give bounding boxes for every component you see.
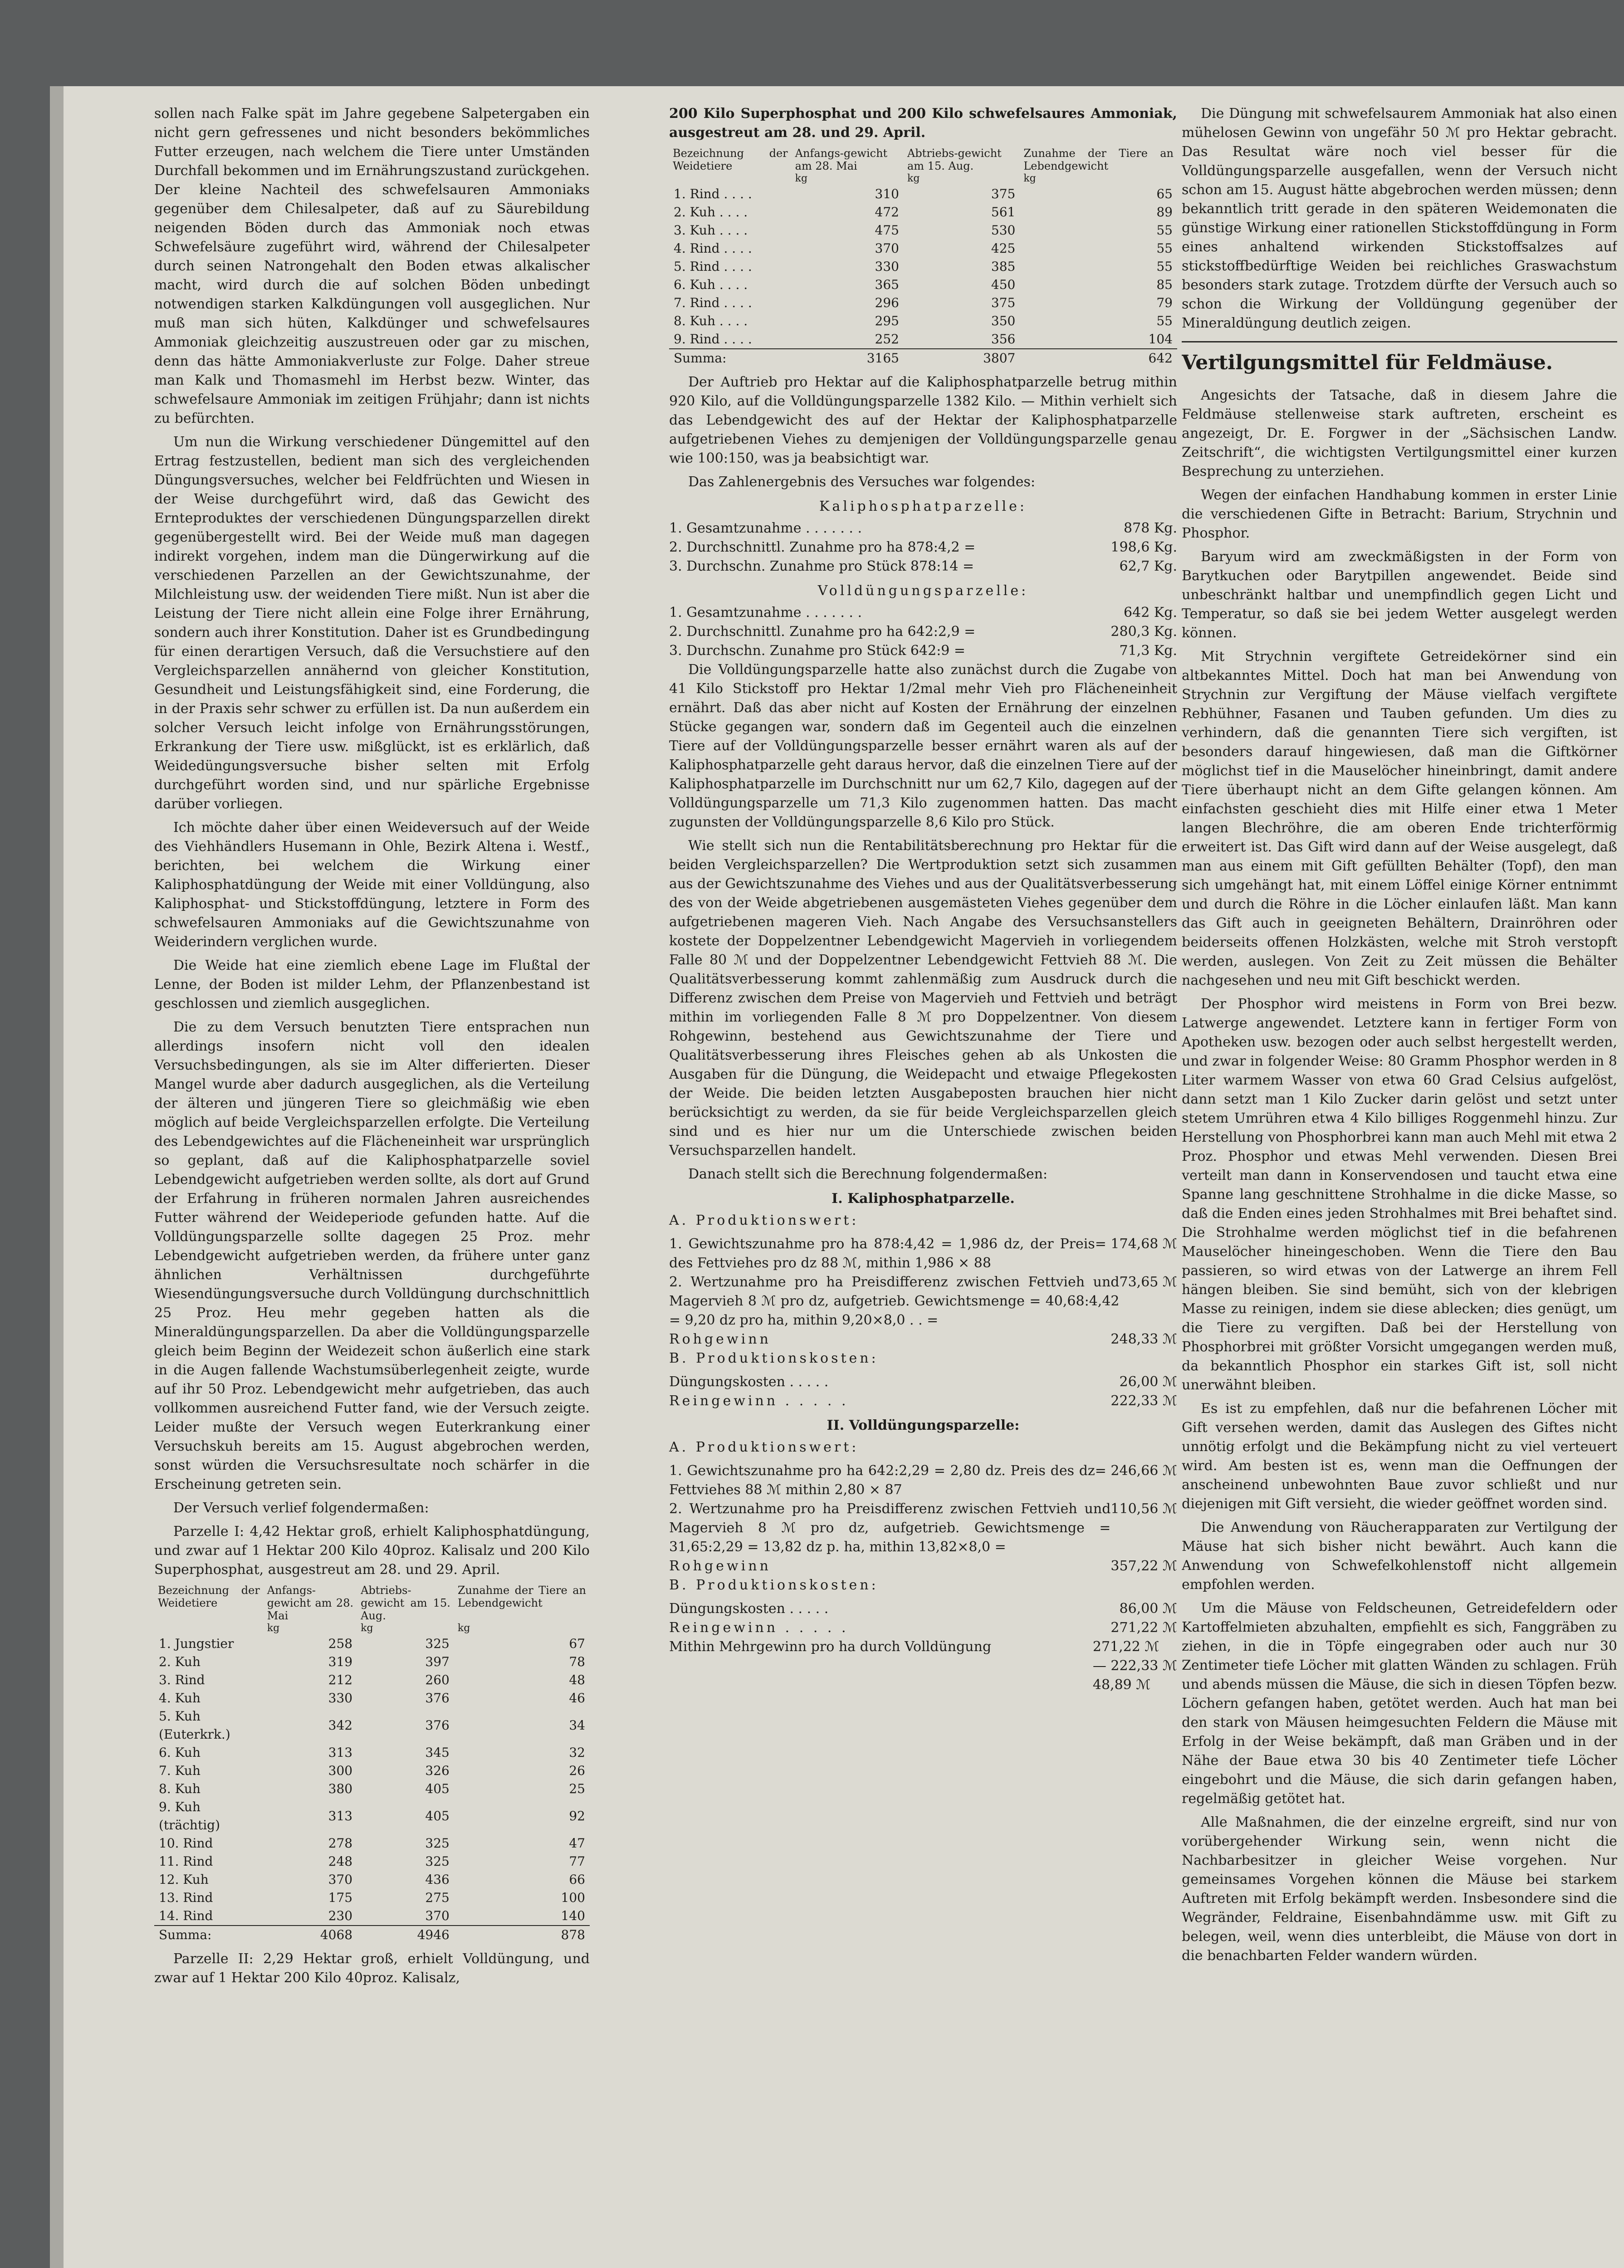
table-row [669, 294, 1177, 312]
start-weight-cell: 313 [328, 1809, 353, 1823]
col-header-end-weight: Abtriebs-gewicht am 15. Aug. [361, 1584, 450, 1622]
paragraph: Um die Mäuse von Feldscheunen, Getreidefeldern oder Kartoffelmieten abzuhalten, empfiehlt es sich, Fanggräben zu ziehen, in die in Töpfe eingegraben oder auch nur 30 Zentimeter tiefe Löcher mit glatten Wänden zu schlagen. Früh und abends müssen die Mäuse, die sich in diesen Töpfen bezw. Löchern gefangen haben, getötet werden. Auch hat man bei den stark von Mäusen heimgesuchten Feldern die Mäuse mit Erfolg in der Weise bekämpft, daß man Gräben und in der Nähe der Baue etwa 30 bis 40 Zentimeter tiefe Löcher eingebohrt und die Mäuse, die sich darin gefangen haben, regelmäßig getötet hat. [1182, 1600, 1617, 1807]
gain-cell: 55 [1156, 259, 1173, 274]
table-row [154, 1635, 590, 1653]
calc-subheading: B. Produktionskosten: [669, 1577, 879, 1593]
gain-cell: 25 [569, 1781, 585, 1796]
start-weight-cell: 310 [875, 186, 899, 201]
table-row [154, 1689, 590, 1707]
calc-heading-2: II. Volldüngungsparzelle: [827, 1418, 1020, 1433]
result-heading-kali: Kaliphosphatparzelle: [819, 499, 1027, 514]
end-weight-cell: 397 [425, 1654, 450, 1669]
end-weight-cell: 425 [991, 241, 1016, 256]
animal-cell: 9. Rind . . . . [674, 332, 752, 347]
animal-cell: 2. Kuh . . . . [674, 205, 748, 220]
paragraph: Danach stellt sich die Berechnung folgendermaßen: [688, 1166, 1048, 1182]
end-weight-cell: 376 [425, 1691, 450, 1706]
column-2 [669, 104, 1177, 1695]
start-weight-cell: 295 [875, 313, 899, 328]
paragraph: sollen nach Falke spät im Jahre gegebene Salpetergaben ein nicht gern gefressenes und nicht besonders bekömmliches Futter erzeugen, nach welchem die Tiere unter Umständen Durchfall bekommen und im Ernährungszustand zurückgehen. Der kleine Nachteil des schwefelsauren Ammoniaks gegenüber dem Chilesalpeter, daß auf zu Säurebildung neigenden Böden durch das Ammoniak noch etwas Schwefelsäure zugeführt wird, während der Chilesalpeter durch seinen Natrongehalt den Boden etwas alkalischer macht, wird durch die auf solchen Böden unbedingt notwendigen starken Kalkdüngungen voll ausgeglichen. Nur muß man sich hüten, Kalkdünger und schwefelsaures Ammoniak gleichzeitig auszustreuen oder gar zu mischen, denn das hätte Ammoniakverluste zur Folge. Daher streue man Kalk und Thomasmehl im Herbst bezw. Winter, das schwefelsaure Ammoniak im zeitigen Frühjahr; dann ist nichts zu befürchten. [154, 106, 590, 426]
table-row [669, 240, 1177, 258]
gain-cell: 66 [569, 1872, 585, 1887]
calc-line: Reingewinn . . . . . 271,22 ℳ [669, 1620, 1177, 1636]
start-weight-cell: 365 [875, 277, 899, 292]
calc-heading-1: I. Kaliphosphatparzelle. [832, 1191, 1015, 1207]
animal-cell: 3. Rind [159, 1672, 205, 1687]
gain-cell: 77 [569, 1854, 585, 1869]
gain-cell: 55 [1156, 313, 1173, 328]
start-weight-cell: 252 [875, 332, 899, 347]
col-header-animal: Bezeichnung der Weidetiere [158, 1584, 260, 1609]
col-header-end-weight: Abtriebs-gewicht am 15. Aug. [907, 147, 1002, 172]
sum-gain: 642 [1020, 349, 1177, 367]
gain-cell: 55 [1156, 241, 1173, 256]
calc-line: 1. Gewichtszunahme pro ha 642:2,29 = 2,80 dz. Preis des dz Fettviehes 88 ℳ mithin 2,80 × 87 = 246,66 ℳ [669, 1463, 1177, 1498]
sum-start: 4068 [264, 1926, 357, 1944]
result-line: 2. Durchschnittl. Zunahme pro ha 878:4,2 = 198,6 Kg. [669, 539, 1177, 555]
animal-cell: 5. Rind . . . . [674, 259, 752, 274]
paragraph: Wie stellt sich nun die Rentabilitätsberechnung pro Hektar für die beiden Vergleichsparzellen? Die Wertproduktion setzt sich zusammen aus der Gewichtszunahme des Viehes und aus der Qualitätsverbesserung des von der Weide abgetriebenen ausgemästeten Viehes gegenüber dem aufgetriebenen mageren Vieh. Nach Angabe des Versuchsanstellers kostete der Doppelzentner Lebendgewicht Magervieh in vorliegendem Falle 80 ℳ und der Doppelzentner Lebendgewicht Fettvieh 88 ℳ. Die Qualitätsverbesserung kommt zahlenmäßig zum Ausdruck durch die Differenz zwischen dem Preise von Magervieh und Fettvieh und beträgt mithin im vorliegenden Falle 8 ℳ pro Doppelzentner. Von diesem Rohgewinn, bestehend aus Gewichtszunahme der Tiere und Qualitätsverbesserung ihres Fleisches gehen ab als Unkosten die Ausgaben für die Düngung, die Weidepacht und etwaige Pflegekosten der Weide. Die beiden letzten Ausgabeposten brauchen hier nicht berücksichtigt zu werden, da sie für beide Vergleichsparzellen gleich sind und es hier nur um die Unterschiede zwischen beiden Versuchsparzellen handelt. [669, 838, 1177, 1158]
col-header-gain: Zunahme der Tiere an Lebendgewicht [457, 1584, 586, 1609]
table-row [154, 1853, 590, 1871]
article-heading: Vertilgungsmittel für Feldmäuse. [1182, 351, 1553, 374]
gain-cell: 92 [569, 1809, 585, 1823]
start-weight-cell: 296 [875, 295, 899, 310]
sum-label: Summa: [154, 1926, 264, 1944]
animal-cell: 3. Kuh . . . . [674, 223, 748, 238]
start-weight-cell: 330 [875, 259, 899, 274]
divider [1182, 341, 1617, 342]
calc-line: Reingewinn . . . . . 222,33 ℳ [669, 1393, 1177, 1409]
end-weight-cell: 385 [991, 259, 1016, 274]
table-body [154, 1635, 590, 1926]
animal-cell: 12. Kuh [159, 1872, 209, 1887]
calc-line: 2. Wertzunahme pro ha Preisdifferenz zwischen Fettvieh und Magervieh 8 ℳ pro dz, aufgetrieb. Gewichtsmenge = 40,68:4,42 = 9,20 dz pro ha, mithin 9,20×8,0 . . = 73,65 ℳ [669, 1274, 1177, 1328]
paragraph: Wegen der einfachen Handhabung kommen in erster Linie die verschiedenen Gifte in Betracht: Barium, Strychnin und Phosphor. [1182, 487, 1617, 541]
gain-cell: 140 [561, 1908, 585, 1923]
paragraph: Das Zahlenergebnis des Versuches war folgendes: [688, 474, 1036, 490]
paragraph: Die Weide hat eine ziemlich ebene Lage im Flußtal der Lenne, der Boden ist milder Lehm, der Pflanzenbestand ist geschlossen und ziemlich ausgeglichen. [154, 958, 590, 1012]
end-weight-cell: 405 [425, 1781, 450, 1796]
animal-cell: 1. Rind . . . . [674, 186, 752, 201]
animal-cell: 6. Kuh [159, 1745, 201, 1760]
sum-start: 3165 [792, 349, 904, 367]
end-weight-cell: 350 [991, 313, 1016, 328]
column-3 [1182, 104, 1617, 1970]
animal-cell: 4. Rind . . . . [674, 241, 752, 256]
paragraph: Der Versuch verlief folgendermaßen: [173, 1500, 429, 1516]
unit: kg [267, 1623, 280, 1634]
start-weight-cell: 319 [328, 1654, 353, 1669]
table-row [154, 1907, 590, 1926]
calc-line: Mithin Mehrgewinn pro ha durch Volldüngung 271,22 ℳ — 222,33 ℳ 48,89 ℳ [669, 1639, 1177, 1693]
result-line: 1. Gesamtzunahme . . . . . . . 642 Kg. [669, 605, 1177, 621]
table-row [154, 1780, 590, 1798]
unit: kg [1023, 173, 1036, 184]
unit-row [669, 172, 1177, 185]
col-header-start-weight: Anfangs-gewicht am 28. Mai [267, 1584, 354, 1622]
table-row [669, 330, 1177, 349]
paragraph: Die Anwendung von Räucherapparaten zur Vertilgung der Mäuse hat sich bisher nicht bewährt. Auch kann die Anwendung von Schwefelkohlenstoff nicht allgemein empfohlen werden. [1182, 1520, 1617, 1593]
start-weight-cell: 342 [328, 1718, 353, 1733]
end-weight-cell: 325 [425, 1836, 450, 1851]
table-row [669, 312, 1177, 330]
end-weight-cell: 405 [425, 1809, 450, 1823]
animal-cell: 6. Kuh . . . . [674, 277, 748, 292]
start-weight-cell: 475 [875, 223, 899, 238]
sum-row [669, 349, 1177, 367]
table-row [669, 185, 1177, 203]
end-weight-cell: 376 [425, 1718, 450, 1733]
animal-cell: 14. Rind [159, 1908, 213, 1923]
end-weight-cell: 370 [425, 1908, 450, 1923]
sum-row [154, 1926, 590, 1944]
result-line: 2. Durchschnittl. Zunahme pro ha 642:2,9 = 280,3 Kg. [669, 624, 1177, 640]
end-weight-cell: 325 [425, 1636, 450, 1651]
animal-cell: 13. Rind [159, 1890, 213, 1905]
end-weight-cell: 561 [991, 205, 1016, 220]
paragraph: Um nun die Wirkung verschiedener Düngemittel auf den Ertrag festzustellen, bedient man sich des vergleichenden Düngungsversuches, welcher bei Feldfrüchten und Wiesen in der Weise durchgeführt wird, daß das Gewicht des Ernteproduktes der verschiedenen Düngungsparzellen direkt gegenübergestellt wird. Bei der Weide muß man dagegen indirekt vorgehen, indem man die Düngerwirkung auf die verschiedenen Parzellen an der Gewichtszunahme, der Milchleistung usw. der weidenden Tiere mißt. Nun ist aber die Leistung der Tiere nicht allein eine Folge ihrer Ernährung, sondern auch ihrer Konstitution. Daher ist es Grundbedingung für einen derartigen Versuch, daß die Versuchstiere auf den Vergleichsparzellen annähernd von gleicher Konstitution, Gesundheit und Leistungsfähigkeit sind, eine Forderung, die in der Praxis sehr schwer zu erfüllen ist. Da nun außerdem ein solcher Versuch leicht infolge von Ernährungsstörungen, Erkrankung der Tiere usw. mißglückt, ist es erklärlich, daß Weidedüngungsversuche bisher selten mit Erfolg durchgeführt worden sind, und nur spärliche Ergebnisse darüber vorliegen. [154, 434, 590, 812]
start-weight-cell: 330 [328, 1691, 353, 1706]
column-1 [154, 104, 590, 1992]
table-body [669, 185, 1177, 349]
gain-cell: 78 [569, 1654, 585, 1669]
unit: kg [795, 173, 808, 184]
end-weight-cell: 530 [991, 223, 1016, 238]
end-weight-cell: 345 [425, 1745, 450, 1760]
gain-cell: 47 [569, 1836, 585, 1851]
animal-cell: 4. Kuh [159, 1691, 201, 1706]
table-header-row [669, 147, 1177, 172]
paragraph: Der Phosphor wird meistens in Form von Brei bezw. Latwerge angewendet. Letztere kann in fertiger Form von Apotheken usw. bezogen oder auch selbst hergestellt werden, und zwar in folgender Weise: 80 Gramm Phosphor werden in 8 Liter warmem Wasser von etwa 60 Grad Celsius aufgelöst, dann setzt man 1 Kilo Zucker darin gelöst und setzt unter stetem Umrühren etwa 4 Kilo billiges Roggenmehl hinzu. Zur Herstellung von Phosphorbrei kann man auch Mehl mit etwa 2 Proz. Phosphor und etwas Mehl verwenden. Diesen Brei verteilt man dann in Konservendosen und taucht etwa eine Spanne lang geschnittene Strohhalme in die dicke Masse, so daß die Enden eines jeden Strohhalmes mit Brei behaftet sind. Die Strohhalme werden möglichst tief in die befahrenen Mauselöcher hineingeschoben. Wenn die Tiere den Bau passieren, so wird etwas von der Latwerge an ihrem Fell hängen bleiben. Sie sind bemüht, sich von der klebrigen Masse zu reinigen, indem sie diese ablecken; dies genügt, um die Tiere zu vergiften. Daß bei der Herstellung von Phosphorbrei mit größter Vorsicht umgegangen werden muß, da bekanntlich Phosphor ein starkes Gift ist, soll nicht unerwähnt bleiben. [1182, 996, 1617, 1393]
newspaper-page [50, 86, 1624, 2268]
sum-end: 3807 [904, 349, 1020, 367]
calc-line: Rohgewinn 248,33 ℳ [669, 1331, 1177, 1347]
animal-cell: 1. Jungstier [159, 1636, 234, 1651]
calc-line: 1. Gewichtszunahme pro ha 878:4,42 = 1,986 dz, der Preis des Fettviehes pro dz 88 ℳ, mithin 1,986 × 88 = 174,68 ℳ [669, 1236, 1177, 1271]
paragraph: Die Volldüngungsparzelle hatte also zunächst durch die Zugabe von 41 Kilo Stickstoff pro Hektar 1/2mal mehr Vieh pro Flächeneinheit ernährt. Daß das aber nicht auf Kosten der Ernährung der einzelnen Stücke gegangen war, sondern daß im Gegenteil auch die einzelnen Tiere auf der Volldüngungsparzelle besser ernährt waren als auf der Kaliphosphatparzelle geht daraus hervor, daß die einzelnen Tiere auf der Kaliphosphatparzelle im Durchschnitt nur um 62,7 Kilo, dagegen auf der Volldüngungsparzelle um 71,3 Kilo zugenommen hatten. Das macht zugunsten der Volldüngungsparzelle 8,6 Kilo pro Stück. [669, 662, 1177, 830]
table-row [669, 203, 1177, 221]
end-weight-cell: 436 [425, 1872, 450, 1887]
table-row [154, 1707, 590, 1744]
calc-subheading: A. Produktionswert: [669, 1212, 859, 1228]
start-weight-cell: 278 [328, 1836, 353, 1851]
result-line: 3. Durchschn. Zunahme pro Stück 878:14 = 62,7 Kg. [669, 558, 1177, 574]
start-weight-cell: 248 [328, 1854, 353, 1869]
gain-cell: 32 [569, 1745, 585, 1760]
table-row [154, 1871, 590, 1889]
table-row [154, 1834, 590, 1853]
start-weight-cell: 370 [328, 1872, 353, 1887]
paragraph: Parzelle II: 2,29 Hektar groß, erhielt Volldüngung, und zwar auf 1 Hektar 200 Kilo 40proz. Kalisalz, [154, 1951, 590, 1986]
animal-cell: 2. Kuh [159, 1654, 201, 1669]
start-weight-cell: 258 [328, 1636, 353, 1651]
start-weight-cell: 230 [328, 1908, 353, 1923]
calc-subheading: B. Produktionskosten: [669, 1350, 879, 1366]
paragraph: Angesichts der Tatsache, daß in diesem Jahre die Feldmäuse stellenweise stark auftreten, erscheint es angezeigt, Dr. E. Forgwer in der „Sächsischen Landw. Zeitschrift“, die wichtigsten Vertilgungsmittel einer kurzen Besprechung zu unterziehen. [1182, 387, 1617, 479]
paragraph: Baryum wird am zweckmäßigsten in der Form von Barytkuchen oder Barytpillen angewendet. Beide sind unbeschränkt haltbar und unempfindlich gegen Licht und Temperatur, so daß sie bei jedem Wetter ausgelegt werden können. [1182, 549, 1617, 641]
weight-table-parcel-2 [669, 147, 1177, 367]
animal-cell: 9. Kuh (trächtig) [159, 1799, 220, 1833]
unit: kg [361, 1623, 373, 1634]
col-header-gain: Zunahme der Tiere an Lebendgewicht [1023, 147, 1174, 172]
table-row [154, 1762, 590, 1780]
gain-cell: 46 [569, 1691, 585, 1706]
end-weight-cell: 325 [425, 1854, 450, 1869]
unit: kg [907, 173, 920, 184]
end-weight-cell: 356 [991, 332, 1016, 347]
gain-cell: 89 [1156, 205, 1173, 220]
animal-cell: 8. Kuh . . . . [674, 313, 748, 328]
end-weight-cell: 326 [425, 1763, 450, 1778]
gain-cell: 55 [1156, 223, 1173, 238]
animal-cell: 7. Rind . . . . [674, 295, 752, 310]
gain-cell: 26 [569, 1763, 585, 1778]
paragraph: Mit Strychnin vergiftete Getreidekörner sind ein altbekanntes Mittel. Doch hat man bei Anwendung von Strychnin zur Vergiftung der Mäuse vielfach vergiftete Rebhühner, Fasanen und Tauben gefunden. Um dies zu verhindern, daß die genannten Tiere sich vergiften, ist besonders darauf hingewiesen, daß man die Giftkörner möglichst tief in die Mauselöcher hineinbringt, damit andere Tiere überhaupt nicht an dem Gifte gelangen können. Am einfachsten geschieht dies mit Hilfe einer etwa 1 Meter langen Blechröhre, die am oberen Ende trichterförmig erweitert ist. Das Gift wird dann auf der Weise ausgelegt, daß man aus einem mit Gift gefüllten Behälter (Topf), den man sich umgehängt hat, mit einem Löffel einige Körner entnimmt und durch die Röhre in die Löcher einlaufen läßt. Man kann das Gift auch in geeigneten Behältern, Drainröhren oder beiderseits offenen Holzkästen, welche mit Stroh verstopft werden, auslegen. Von Zeit zu Zeit müssen die Behälter nachgesehen und neu mit Gift beschickt werden. [1182, 649, 1617, 988]
calc-line: Düngungskosten . . . . . 26,00 ℳ [669, 1374, 1177, 1390]
table-row [669, 276, 1177, 294]
start-weight-cell: 300 [328, 1763, 353, 1778]
table-row [154, 1671, 590, 1689]
paragraph: 200 Kilo Superphosphat und 200 Kilo schwefelsaures Ammoniak, ausgestreut am 28. und 29. April. [669, 106, 1177, 141]
gain-cell: 34 [569, 1718, 585, 1733]
start-weight-cell: 175 [328, 1890, 353, 1905]
calc-line: Rohgewinn 357,22 ℳ [669, 1558, 1177, 1574]
sum-label: Summa: [669, 349, 792, 367]
result-heading-voll: Volldüngungsparzelle: [817, 583, 1029, 599]
calc-subheading: A. Produktionswert: [669, 1439, 859, 1455]
animal-cell: 11. Rind [159, 1854, 213, 1869]
gain-cell: 100 [561, 1890, 585, 1905]
end-weight-cell: 375 [991, 295, 1016, 310]
gain-cell: 67 [569, 1636, 585, 1651]
sum-end: 4946 [357, 1926, 454, 1944]
gain-cell: 79 [1156, 295, 1173, 310]
sum-gain: 878 [454, 1926, 590, 1944]
gain-cell: 104 [1148, 332, 1173, 347]
paragraph: Alle Maßnahmen, die der einzelne ergreift, sind nur von vorübergehender Wirkung sein, wenn nicht die Nachbarbesitzer in gleicher Weise vorgehen. Nur gemeinsames Vorgehen können die Mäuse bei starkem Auftreten mit Erfolg bekämpft werden. Insbesondere sind die Wegränder, Feldraine, Eisenbahndämme usw. mit Gift zu belegen, weil, wenn dies unterbleibt, die Mäuse von dort in die benachbarten Felder wandern würden. [1182, 1814, 1617, 1964]
animal-cell: 5. Kuh (Euterkrk.) [159, 1709, 230, 1742]
paragraph: Die Düngung mit schwefelsaurem Ammoniak hat also einen mühelosen Gewinn von ungefähr 50 ℳ pro Hektar gebracht. Das Resultat wäre noch viel besser für die Volldüngungsparzelle ausgefallen, wenn der Versuch nicht schon am 15. August hätte abgebrochen werden müssen; denn bekanntlich tritt gerade in den späteren Weidemonaten die günstige Wirkung einer rationellen Stickstoffdüngung in Form eines anhaltend wirkenden Stickstoffsalzes auf stickstoffbedürftige Weiden bei reichliches Graswachstum besonders stark zutage. Trotzdem dürfte der Versuch auch so schon die Wirkung der Volldüngung gegenüber der Mineraldüngung deutlich zeigen. [1182, 106, 1617, 331]
paragraph: Der Auftrieb pro Hektar auf die Kaliphosphatparzelle betrug mithin 920 Kilo, auf die Volldüngungsparzelle 1382 Kilo. — Mithin verhielt sich das Lebendgewicht des auf der Hektar der Kaliphosphatparzelle aufgetriebenen Viehes zu demjenigen der Volldüngungsparzelle genau wie 100:150, was ja beabsichtigt war. [669, 374, 1177, 466]
start-weight-cell: 212 [328, 1672, 353, 1687]
gain-cell: 85 [1156, 277, 1173, 292]
weight-table-parcel-1 [154, 1584, 590, 1944]
start-weight-cell: 313 [328, 1745, 353, 1760]
start-weight-cell: 380 [328, 1781, 353, 1796]
table-row [669, 221, 1177, 240]
table-row [669, 258, 1177, 276]
table-row [154, 1744, 590, 1762]
animal-cell: 7. Kuh [159, 1763, 201, 1778]
end-weight-cell: 375 [991, 186, 1016, 201]
calc-line: Düngungskosten . . . . . 86,00 ℳ [669, 1601, 1177, 1617]
result-line: 1. Gesamtzunahme . . . . . . . 878 Kg. [669, 520, 1177, 536]
end-weight-cell: 260 [425, 1672, 450, 1687]
paragraph: Die zu dem Versuch benutzten Tiere entsprachen nun allerdings insofern nicht voll den idealen Versuchsbedingungen, als sie im Alter differierten. Dieser Mangel wurde aber dadurch ausgeglichen, als die Verteilung der älteren und jüngeren Tiere so gleichmäßig wie eben möglich auf beide Vergleichsparzellen erfolgte. Die Verteilung des Lebendgewichtes auf die Flächeneinheit war ursprünglich so geplant, daß auf die Kaliphosphatparzelle soviel Lebendgewicht aufgetrieben werden sollte, als dort auf Grund der Erfahrung in früheren normalen Jahren ausreichendes Futter während der Weideperiode gefunden hatte. Auf die Volldüngungsparzelle sollte dagegen 25 Proz. mehr Lebendgewicht aufgetrieben werden, da frühere unter ganz ähnlichen Verhältnissen durchgeführte Wiesendüngungsversuche durch Volldüngung durchschnittlich 25 Proz. Heu mehr gegeben hatten als die Mineraldüngungsparzellen. Da aber die Volldüngungsparzelle gleich beim Beginn der Weidezeit schon äußerlich eine stark in die Augen fallende Wachstumsüberlegenheit zeigte, wurde auf ihr 50 Proz. Lebendgewicht mehr aufgetrieben, das auch vollkommen ausreichend Futter fand, wie der Versuch zeigte. Leider mußte der Versuch wegen Euterkrankung einer Versuchskuh bereits am 15. August abgebrochen werden, sonst würden die Versuchsresultate noch schärfer in die Erscheinung getreten sein. [154, 1019, 590, 1492]
page-spine-edge [50, 86, 64, 2268]
start-weight-cell: 472 [875, 205, 899, 220]
col-header-start-weight: Anfangs-gewicht am 28. Mai [795, 147, 888, 172]
unit: kg [457, 1623, 470, 1634]
paragraph: Es ist zu empfehlen, daß nur die befahrenen Löcher mit Gift versehen werden, damit das Auslegen des Giftes nicht unnötig erfolgt und die Bekämpfung nicht zu viel verteuert wird. Am besten ist es, wenn man die Oeffnungen der anscheinend unbewohnten Baue zuvor schließt und nur diejenigen mit Gift versieht, die wieder geöffnet worden sind. [1182, 1401, 1617, 1512]
animal-cell: 10. Rind [159, 1836, 213, 1851]
table-header-row [154, 1584, 590, 1622]
calc-line: 2. Wertzunahme pro ha Preisdifferenz zwischen Fettvieh und Magervieh 8 ℳ pro dz, aufgetrieb. Gewichtsmenge = 31,65:2,29 = 13,82 dz p. ha, mithin 13,82×8,0 = 110,56 ℳ [669, 1501, 1177, 1555]
paragraph: Ich möchte daher über einen Weideversuch auf der Weide des Viehhändlers Husemann in Ohle, Bezirk Altena i. Westf., berichten, bei welchem die Wirkung einer Kaliphosphatdüngung der Weide mit einer Volldüngung, also Kaliphosphat- und Stickstoffdüngung, letztere in Form des schwefelsauren Ammoniaks auf die Gewichtszunahme von Weiderindern verglichen wurde. [154, 820, 590, 950]
unit-row [154, 1622, 590, 1635]
col-header-animal: Bezeichnung der Weidetiere [673, 147, 788, 172]
gain-cell: 48 [569, 1672, 585, 1687]
end-weight-cell: 275 [425, 1890, 450, 1905]
result-line: 3. Durchschn. Zunahme pro Stück 642:9 = 71,3 Kg. [669, 643, 1177, 659]
table-row [154, 1798, 590, 1834]
table-row [154, 1889, 590, 1907]
start-weight-cell: 370 [875, 241, 899, 256]
table-row [154, 1653, 590, 1671]
paragraph: Parzelle I: 4,42 Hektar groß, erhielt Kaliphosphatdüngung, und zwar auf 1 Hektar 200 Kilo 40proz. Kalisalz und 200 Kilo Superphosphat, ausgestreut am 28. und 29. April. [154, 1524, 590, 1578]
gain-cell: 65 [1156, 186, 1173, 201]
end-weight-cell: 450 [991, 277, 1016, 292]
animal-cell: 8. Kuh [159, 1781, 201, 1796]
